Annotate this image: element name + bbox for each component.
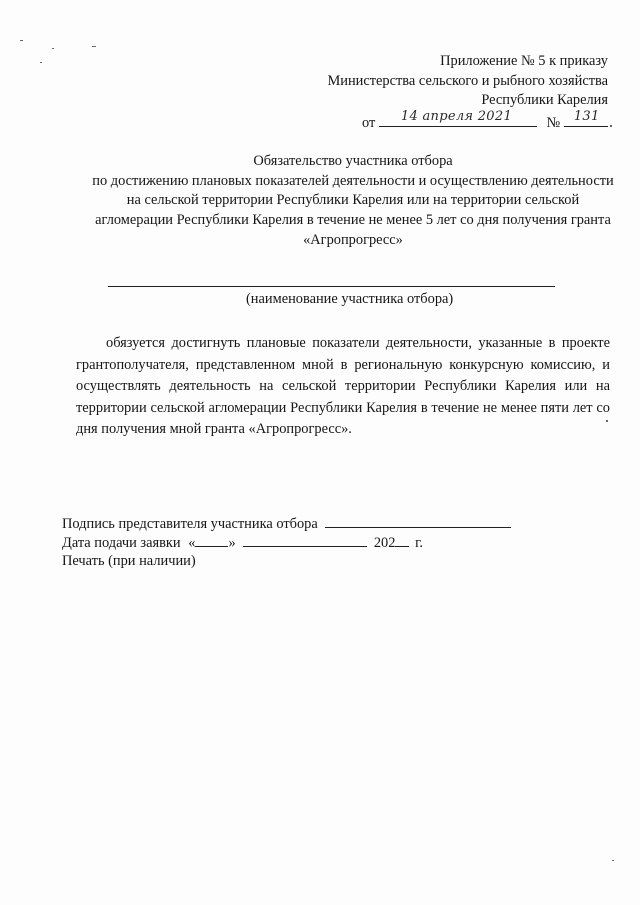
handwritten-date: 14 апреля 2021 [400,109,513,124]
title-line-3: на сельской территории Республики Карелия или на территории сельской [126,192,580,208]
open-quote: « [188,535,196,551]
application-date-label: Дата подачи заявки [62,535,181,551]
title-line-1: Обязательство участника отбора [253,153,453,169]
commitment-paragraph [76,333,610,441]
year-field [395,531,409,547]
header-line-republic: Республики Карелия [481,92,608,108]
handwritten-number: 131 [573,109,600,124]
title-line-4: агломерации Республики Карелия в течение не менее 5 лет со дня получения гранта [95,212,611,228]
month-field [243,531,367,547]
number-field [564,111,608,127]
header-line-ministry: Министерства сельского и рыбного хозяйства [327,73,608,89]
header-line-appendix: Приложение № 5 к приказу [440,53,608,69]
order-date-line [362,111,608,133]
scan-speck [52,48,54,49]
scan-speck [612,860,614,861]
scan-speck [610,125,612,127]
number-label: № [546,115,561,131]
commitment-text: обязуется достигнуть плановые показатели деятельности, указанные в проекте грантополучателя, представленном мной в региональную конкурсную комиссию, и осуществлять деятельность на сельской территории Республики Карелия или на территории сельской агломерации Республики Карелия в течение не менее пяти лет со дня получения мной гранта «Агропрогресс». [76,335,610,437]
close-quote: » [228,535,236,551]
title-line-2: по достижению плановых показателей деятельности и осуществлению деятельности [92,173,614,189]
stamp-line: Печать (при наличии) [62,553,196,569]
application-date-line [62,531,423,553]
signature-field [325,512,511,528]
participant-name-line [108,286,555,287]
date-field [379,111,537,127]
year-suffix: г. [415,535,423,551]
from-label: от [362,115,376,131]
title-line-5: «Агропрогресс» [303,232,403,248]
scan-speck [20,40,23,41]
year-prefix: 202 [373,535,396,551]
day-field [195,531,228,547]
signature-label: Подпись представителя участника отбора [62,516,318,532]
scan-speck [40,62,42,63]
scan-speck [92,46,96,47]
participant-caption: (наименование участника отбора) [246,291,454,307]
